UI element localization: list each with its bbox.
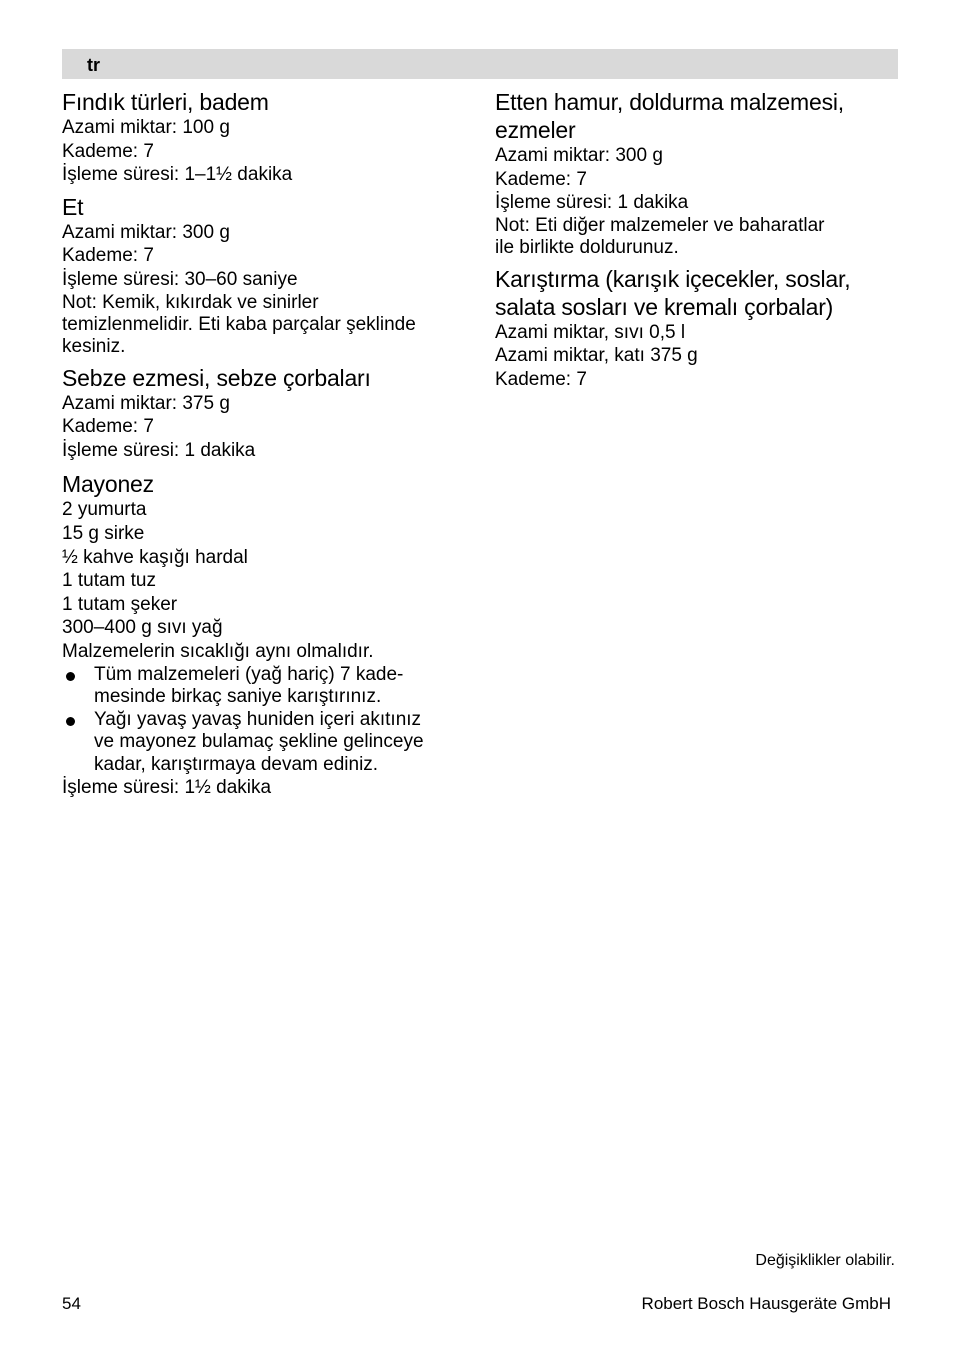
text-line: Kademe: 7 <box>62 140 154 162</box>
bullet-line: Yağı yavaş yavaş huniden içeri akıtınız <box>94 708 422 730</box>
text-line: temizlenmelidir. Eti kaba parçalar şeklinde <box>62 313 416 335</box>
right-column <box>495 88 895 398</box>
text-line: İşleme süresi: 1 dakika <box>495 192 689 214</box>
bullet-icon <box>66 717 75 726</box>
company-name: Robert Bosch Hausgeräte GmbH <box>641 1294 891 1313</box>
section-nuts <box>62 88 462 187</box>
text-line: Azami miktar: 100 g <box>62 117 230 138</box>
text-line: kesiniz. <box>62 335 126 357</box>
ingredient-line: 15 g sirke <box>62 522 145 544</box>
section-mayonnaise <box>62 470 462 799</box>
bullet-line: mesinde birkaç saniye karıştırınız. <box>94 686 382 707</box>
section-mixing <box>495 265 895 392</box>
ingredient-line: 2 yumurta <box>62 499 147 521</box>
section-title: Fındık türleri, badem <box>62 89 269 115</box>
bullet-line: Tüm malzemeleri (yağ hariç) 7 kade- <box>94 663 404 685</box>
text-line: İşleme süresi: 1–1½ dakika <box>62 164 293 186</box>
ingredient-line: 1 tutam şeker <box>62 593 178 615</box>
bullet-icon <box>66 672 75 681</box>
text-line: Not: Kemik, kıkırdak ve sinirler <box>62 291 319 313</box>
text-line: Kademe: 7 <box>495 368 587 390</box>
text-line: Kademe: 7 <box>62 245 154 267</box>
text-line: Azami miktar: 300 g <box>495 145 663 166</box>
page-number: 54 <box>62 1294 81 1313</box>
section-title: Mayonez <box>62 471 154 498</box>
section-title: Etten hamur, doldurma malzemesi, <box>495 89 844 115</box>
section-title-cont: ezmeler <box>495 117 576 143</box>
text-line: Malzemelerin sıcaklığı aynı olmalıdır. <box>62 640 374 662</box>
ingredient-line: 1 tutam tuz <box>62 570 156 592</box>
ingredient-line: ½ kahve kaşığı hardal <box>62 546 248 568</box>
footer-note: Değişiklikler olabilir. <box>755 1252 895 1269</box>
text-line: Azami miktar, sıvı 0,5 l <box>495 321 686 343</box>
text-line: Not: Eti diğer malzemeler ve baharatlar <box>495 214 825 236</box>
text-line: ile birlikte doldurunuz. <box>495 236 679 258</box>
bullet-line: kadar, karıştırmaya devam ediniz. <box>94 753 379 775</box>
section-title: Et <box>62 193 84 220</box>
section-meat-dough <box>495 88 895 259</box>
text-line: İşleme süresi: 30–60 saniye <box>62 268 298 290</box>
section-title-cont: salata sosları ve kremalı çorbalar) <box>495 293 834 320</box>
text-line: Azami miktar: 300 g <box>62 221 230 243</box>
text-line: Kademe: 7 <box>495 168 587 190</box>
section-title: Sebze ezmesi, sebze çorbaları <box>62 364 371 391</box>
language-bar <box>62 49 898 79</box>
text-line: İşleme süresi: 1 dakika <box>62 439 256 461</box>
ingredient-line: 300–400 g sıvı yağ <box>62 617 223 639</box>
section-vegetables <box>62 364 462 463</box>
bullet-item <box>62 709 462 777</box>
language-code: tr <box>87 55 100 75</box>
text-line: İşleme süresi: 1½ dakika <box>62 777 272 798</box>
text-line: Kademe: 7 <box>62 416 154 438</box>
text-line: Azami miktar: 375 g <box>62 392 230 414</box>
left-column <box>62 88 462 806</box>
section-meat <box>62 193 462 358</box>
text-line: Azami miktar, katı 375 g <box>495 345 698 367</box>
bullet-item <box>62 664 462 709</box>
section-title: Karıştırma (karışık içecekler, soslar, <box>495 265 851 292</box>
bullet-line: ve mayonez bulamaç şekline gelinceye <box>94 731 424 752</box>
